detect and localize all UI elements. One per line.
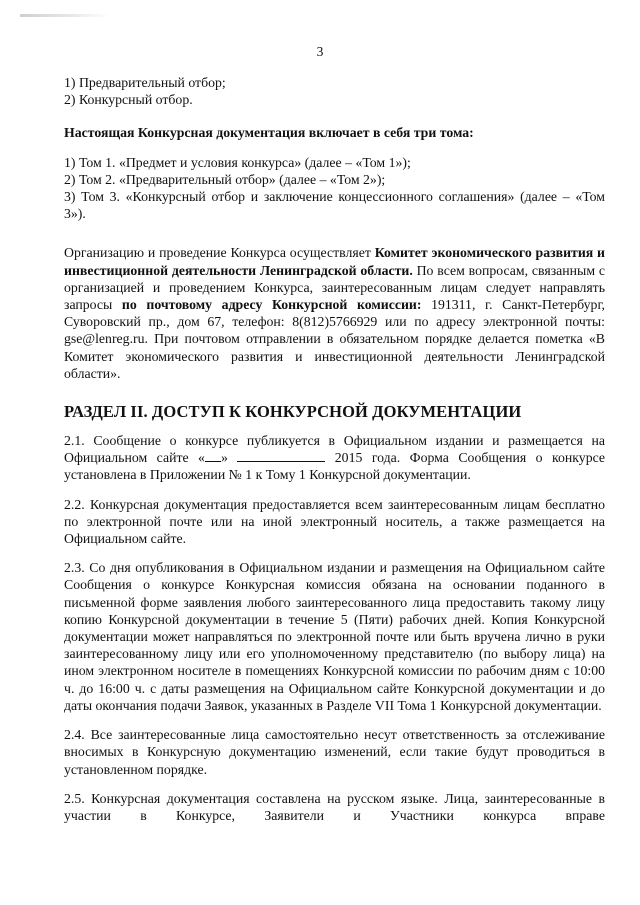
volumes-intro: Настоящая Конкурсная документация включает в себя три тома: (64, 125, 474, 141)
volume-item-3: 3) Том 3. «Конкурсный отбор и заключение концессионного соглашения» (далее – «Том 3»). (64, 189, 605, 222)
organizer-text-1: Организацию и проведение Конкурса осуществляет (64, 245, 371, 261)
volume-item-2: 2) Том 2. «Предварительный отбор» (далее – «Том 2»); (64, 171, 386, 187)
clause-2-1-text-c: 2015 года. Форма Сообщения о конкурсе установлена в Приложении № 1 к Тому 1 Конкурсной документации. (64, 450, 606, 483)
clause-2-3: 2.3. Со дня опубликования в Официальном издании и размещения на Официальном сайте Сообщения о конкурсе Конкурсная комиссия обязана на основании поданного в письменной форме заявления любого заинтересованного лица предоставить такому лицу копию Конкурсной документации в течение 5 (Пяти) рабочих дней. Копия Конкурсной документации может направляться по электронной почте или быть вручена лично в руки заинтересованному лицу или его уполномоченному представителю (по выбору лица) на ином электронном носителе в помещениях Конкурсной комиссии по рабочим дням с 10:00 ч. до 16:00 ч. с даты размещения на Официальном сайте Конкурсной документации и до даты окончания подачи Заявок, указанных в Разделе VII Тома 1 Конкурсной документации. (64, 560, 605, 713)
organizer-text-2: По всем вопросам, связанным с организацией и проведением Конкурса, заинтересованным лицам следует направлять запросы (64, 262, 605, 313)
organizer-committee-name: Комитет экономического развития и инвестиционной деятельности Ленинградской области. (64, 245, 606, 278)
clause-2-5: 2.5. Конкурсная документация составлена на русском языке. Лица, заинтересованные в участии в Конкурсе, Заявители и Участники конкурса вправе (64, 790, 605, 823)
clause-2-1 (64, 432, 605, 484)
clause-2-1-text-b: » (220, 450, 228, 466)
month-blank (237, 449, 325, 462)
organizer-address-label: по почтовому адресу Конкурсной комиссии: (121, 297, 422, 313)
volume-item-1: 1) Том 1. «Предмет и условия конкурса» (далее – «Том 1»); (64, 154, 411, 170)
organizer-text-3: 191311, г. Санкт-Петербург, Суворовский пр., дом 67, телефон: 8(812)5766929 или по адресу электронной почты: gse@lenreg.ru. При почтовом отправлении в обязательном порядке делается пометка «В Комитет экономического развития и инвестиционной деятельности Ленинградской области». (64, 297, 605, 381)
scan-artifact (20, 14, 110, 17)
organizer-paragraph (64, 244, 605, 382)
stage-item-2: 2) Конкурсный отбор. (64, 92, 193, 108)
clause-2-1-text-a: 2.1. Сообщение о конкурсе публикуется в Официальном издании и размещается на Официальном сайте « (64, 433, 605, 466)
stage-item-1: 1) Предварительный отбор; (64, 75, 226, 90)
section-title: РАЗДЕЛ II. ДОСТУП К КОНКУРСНОЙ ДОКУМЕНТАЦИИ (64, 402, 522, 422)
document-body (64, 74, 605, 824)
clause-2-4: 2.4. Все заинтересованные лица самостоятельно несут ответственность за отслеживание вносимых в Конкурсную документацию изменений, если такие будут проводиться в установленном порядке. (64, 727, 605, 777)
page-number: 3 (316, 44, 324, 59)
clause-2-2: 2.2. Конкурсная документация предоставляется всем заинтересованным лицам бесплатно по электронной почте или на иной электронный носитель, а также размещается на Официальном сайте. (64, 496, 605, 547)
day-blank (205, 449, 221, 462)
